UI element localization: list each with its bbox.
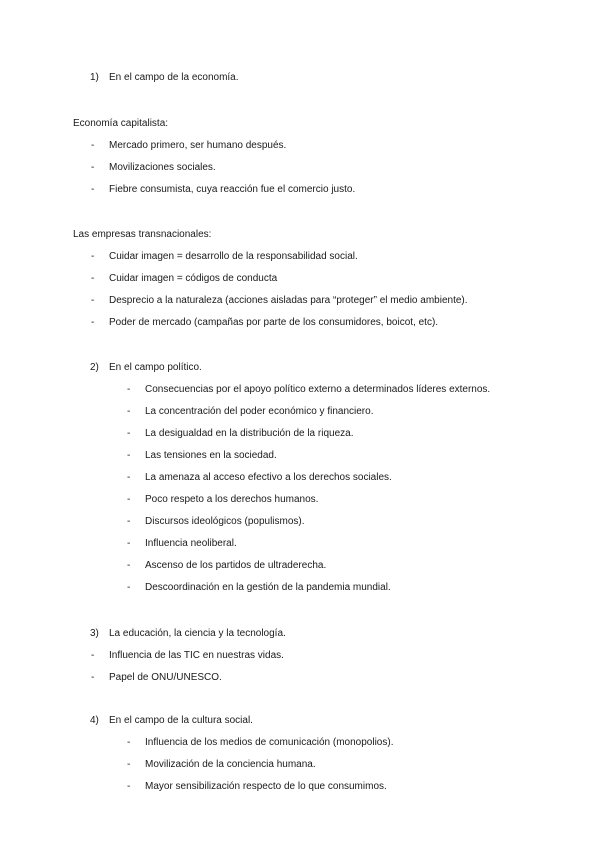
- transnacionales-title: Las empresas transnacionales:: [73, 229, 212, 240]
- list-item-text: Cuidar imagen = códigos de conducta: [109, 273, 278, 284]
- section-title: En el campo de la economía.: [109, 72, 239, 83]
- list-item-text: Influencia neoliberal.: [145, 538, 237, 549]
- bullet-dash: -: [91, 140, 95, 151]
- list-item-text: Poder de mercado (campañas por parte de los consumidores, boicot, etc).: [109, 317, 439, 328]
- list-item-text: Movilizaciones sociales.: [109, 162, 216, 173]
- list-item-text: Mercado primero, ser humano después.: [109, 140, 287, 151]
- bullet-dash: -: [91, 273, 95, 284]
- bullet-dash: -: [91, 295, 95, 306]
- list-item-text: La desigualdad en la distribución de la riqueza.: [145, 428, 354, 439]
- bullet-dash: -: [91, 650, 95, 661]
- list-item-text: Desprecio a la naturaleza (acciones aisladas para “proteger” el medio ambiente).: [109, 295, 468, 306]
- bullet-dash: -: [127, 428, 131, 439]
- list-item-text: Las tensiones en la sociedad.: [145, 450, 277, 461]
- list-item-text: Descoordinación en la gestión de la pandemia mundial.: [145, 582, 391, 593]
- bullet-dash: -: [127, 781, 131, 792]
- bullet-dash: -: [127, 472, 131, 483]
- bullet-dash: -: [91, 184, 95, 195]
- list-item-text: Movilización de la conciencia humana.: [145, 759, 316, 770]
- list-item-text: Cuidar imagen = desarrollo de la responsabilidad social.: [109, 251, 358, 262]
- bullet-dash: -: [127, 384, 131, 395]
- bullet-dash: -: [91, 162, 95, 173]
- section-title: En el campo de la cultura social.: [109, 715, 253, 726]
- list-item-text: Poco respeto a los derechos humanos.: [145, 494, 319, 505]
- section-number: 3): [90, 628, 99, 639]
- section-number: 2): [90, 362, 99, 373]
- bullet-dash: -: [127, 582, 131, 593]
- bullet-dash: -: [127, 737, 131, 748]
- bullet-dash: -: [127, 759, 131, 770]
- list-item-text: Mayor sensibilización respecto de lo que consumimos.: [145, 781, 387, 792]
- bullet-dash: -: [127, 406, 131, 417]
- list-item-text: Influencia de los medios de comunicación (monopolios).: [145, 737, 394, 748]
- bullet-dash: -: [91, 251, 95, 262]
- bullet-dash: -: [127, 560, 131, 571]
- list-item-text: Consecuencias por el apoyo político externo a determinados líderes externos.: [145, 384, 491, 395]
- list-item-text: Discursos ideológicos (populismos).: [145, 516, 305, 527]
- list-item-text: Ascenso de los partidos de ultraderecha.: [145, 560, 327, 571]
- bullet-dash: -: [127, 538, 131, 549]
- bullet-dash: -: [127, 516, 131, 527]
- section-title: La educación, la ciencia y la tecnología.: [109, 628, 286, 639]
- economia-capitalista-title: Economía capitalista:: [73, 118, 169, 129]
- list-item-text: La amenaza al acceso efectivo a los derechos sociales.: [145, 472, 392, 483]
- list-item-text: La concentración del poder económico y financiero.: [145, 406, 374, 417]
- bullet-dash: -: [91, 672, 95, 683]
- section-number: 1): [90, 72, 99, 83]
- bullet-dash: -: [91, 317, 95, 328]
- list-item-text: Influencia de las TIC en nuestras vidas.: [109, 650, 284, 661]
- bullet-dash: -: [127, 450, 131, 461]
- section-number: 4): [90, 715, 99, 726]
- section-title: En el campo político.: [109, 362, 202, 373]
- list-item-text: Fiebre consumista, cuya reacción fue el comercio justo.: [109, 184, 356, 195]
- list-item-text: Papel de ONU/UNESCO.: [109, 672, 222, 683]
- bullet-dash: -: [127, 494, 131, 505]
